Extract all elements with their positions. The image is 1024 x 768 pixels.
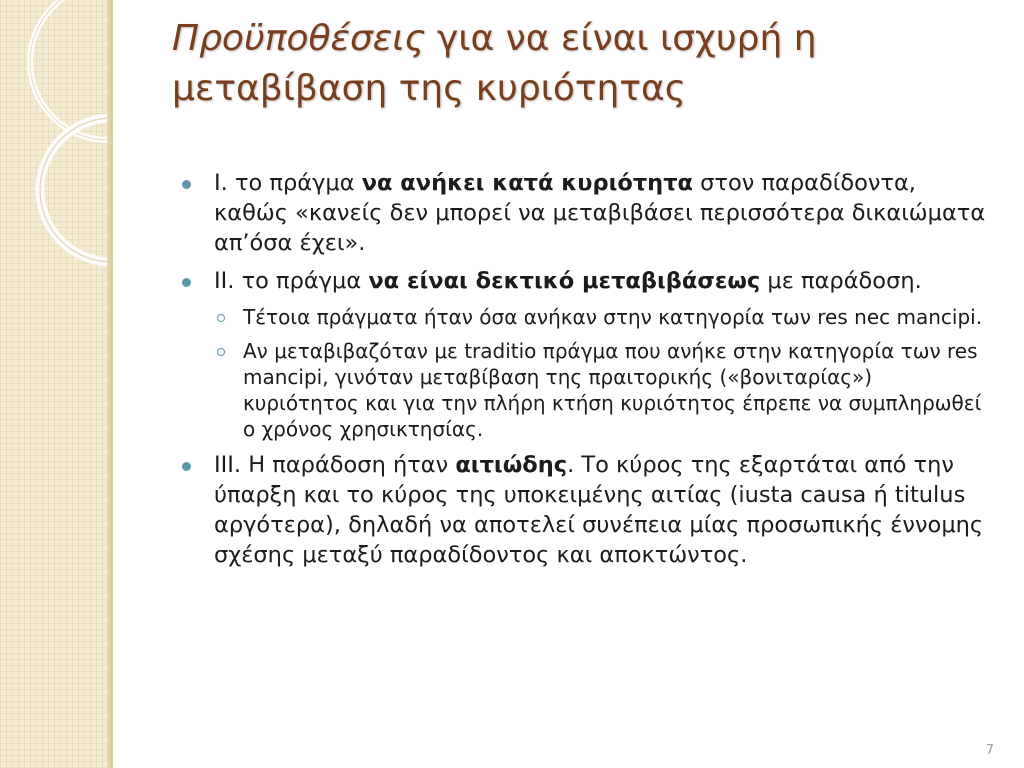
bullet-text: I. το πράγμα — [214, 170, 362, 196]
bullet-item — [178, 168, 988, 258]
slide-content — [178, 168, 988, 578]
page-number: 7 — [985, 743, 994, 758]
bullet-bold-text: να είναι δεκτικό μεταβιβάσεως — [368, 268, 761, 294]
bullet-bold-text: αιτιώδης — [455, 452, 568, 478]
decorative-circles — [0, 0, 113, 768]
decorative-side-strip — [0, 0, 113, 768]
bullet-text: . Το κύρος της εξαρτάται από την ύπαρξη και το κύρος της υποκειμένης αιτίας (iusta causa ή titulus αργότερα), δηλαδή να αποτελεί συνέπεια μίας προσωπικής έννομης σχέσης μεταξύ παραδίδοντος και αποκτώντος. — [214, 452, 984, 568]
bullet-item — [178, 450, 988, 570]
strip-edge — [107, 0, 113, 768]
title-italic: Προϋποθέσεις — [172, 18, 426, 59]
title-rest: για να είναι ισχυρή η μεταβίβαση της κυριότητας — [172, 18, 817, 109]
bullet-text: στον παραδίδοντα, καθώς «κανείς δεν μπορεί να μεταβιβάσει περισσότερα δικαιώματα απ’όσα έχει». — [214, 170, 986, 256]
bullet-item — [178, 266, 988, 296]
bullet-bold-text: να ανήκει κατά κυριότητα — [361, 170, 694, 196]
slide-title — [172, 14, 992, 114]
bullet-text: III. Η παράδοση ήταν — [214, 452, 456, 478]
sub-bullet-item: Τέτοια πράγματα ήταν όσα ανήκαν στην κατηγορία των res nec mancipi. — [214, 304, 988, 330]
bullet-text: II. το πράγμα — [214, 268, 369, 294]
sub-bullet-item: Αν μεταβιβαζόταν με traditio πράγμα που ανήκε στην κατηγορία των res mancipi, γινόταν μεταβίβαση της πραιτορικής («βονιταρίας») κυριότητος και για την πλήρη κτήση κυριότητος έπρεπε να συμπληρωθεί ο χρόνος χρησικτησίας. — [214, 338, 988, 442]
bullet-text: με παράδοση. — [760, 268, 922, 294]
